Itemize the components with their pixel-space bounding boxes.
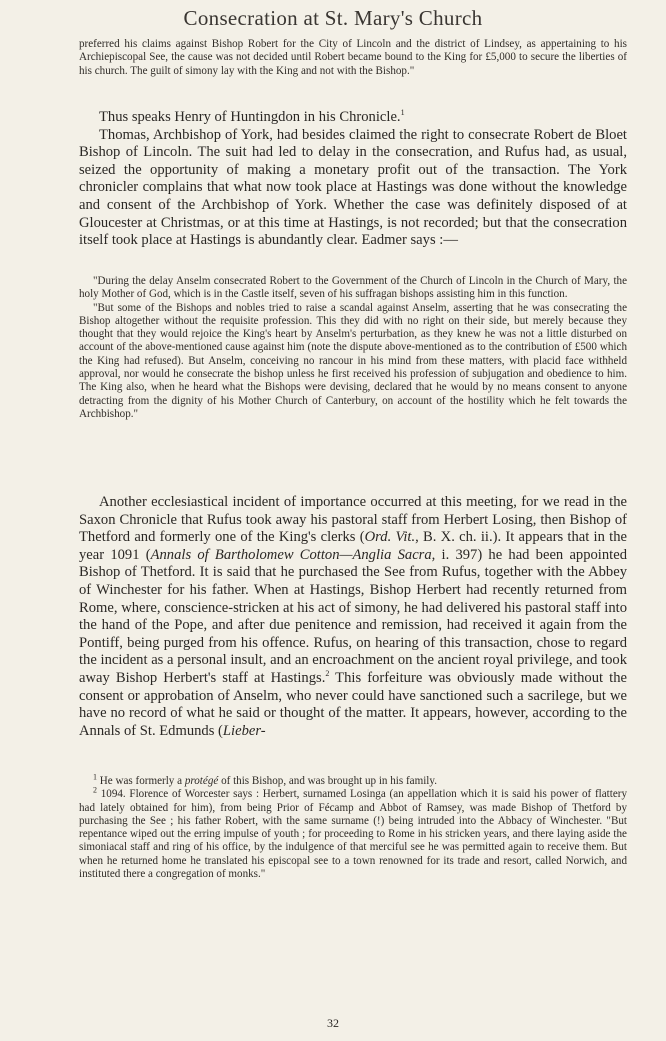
paragraph-text: This forfeiture was obviously made without the consent or approbation of Anselm, who never could have sanctioned such a sacrilege, but we have no record of what he said or thought of the matter. It appears, however, according to the Annals of St. Edmunds (: [79, 669, 627, 739]
citation-italic: Annals of Bartholomew Cotton—Anglia Sacra,: [150, 546, 436, 563]
paragraph-text: , B. X. ch. ii.). It appears that in the year 1091 (: [79, 529, 627, 563]
footnote-number: 1: [93, 772, 97, 782]
page-number: 32: [327, 1016, 339, 1030]
paragraph-text: i. 397) he had been appointed Bishop of Thetford. It is said that he purchased the See from Rufus, together with the Abbey of Winchester for his father. When at Hastings, Bishop Herbert had recently returned from Rome, where, conscience-stricken at his act of simony, he had delivered his pastoral staff into the hand of the Pope, and after due penitence and remission, had received it again from the Pontiff, being purged from his offence. Rufus, on hearing of this transaction, chose to regard the incident as a personal insult, and an encroachment on the ancient royal privilege, and took away Bishop Herbert's staff at Hastings.: [79, 546, 627, 686]
footnote-text: He was formerly a: [99, 775, 185, 787]
footnote-italic: protégé: [184, 775, 219, 787]
main-text-block: [79, 494, 627, 740]
paragraph-text: Thus speaks Henry of Huntingdon in his Chronicle.: [99, 109, 401, 125]
footnotes: [79, 772, 627, 881]
paragraph-text: Another ecclesiastical incident of importance occurred at this meeting, for we read in the Saxon Chronicle that Rufus took away his pastoral staff from Herbert Losing, then Bishop of Thetford and formerly one of the King's clerks (: [79, 494, 627, 546]
footnote-text: 1094. Florence of Worcester says : Herbert, surnamed Losinga (an appellation which it is said his power of flattery had lately obtained for him), from being Prior of Fécamp and Abbot of Ramsey, was made Bishop of Thetford by purchasing the See ; his father Robert, with the same surname (!) being intruded into the Abbacy of Winchester. "But repentance wiped out the erring impulse of youth ; for proceeding to Rome in his stricken years, and there laying aside the simoniacal staff and ring of his office, by the indulgence of that merciful see he was permitted again to receive them. But when he returned home he translated his episcopal see to a town renowned for its trade and resort, called Norwich, and instituted there a congregation of monks.": [79, 788, 627, 881]
quote-block-continued: [79, 38, 627, 78]
paragraph: Thomas, Archbishop of York, had besides claimed the right to consecrate Robert de Bloet Bishop of Lincoln. The suit had led to delay in the consecration, and Rufus had, as usual, seized the opportunity of making a monetary profit out of the transaction. The York chronicler complains that what now took place at Hastings was done without the knowledge and consent of the Archbishop of York. Whether the case was definitely disposed of at Gloucester at Christmas, or at this time at Hastings, is not recorded; but that the consecration itself took place at Hastings is abundantly clear. Eadmer says :—: [79, 126, 627, 249]
citation-italic: Lieber-: [222, 722, 266, 739]
footnote: [79, 785, 627, 881]
footnote-number: 2: [93, 785, 97, 795]
footnote-marker: 1: [400, 108, 405, 118]
paragraph: [79, 109, 627, 127]
quote-paragraph: "During the delay Anselm consecrated Robert to the Government of the Church of Lincoln in the Church of Mary, the holy Mother of God, which is in the Castle itself, seven of his suffragan bishops assisting him in this function.: [79, 275, 627, 301]
quote-block: [79, 275, 627, 421]
quote-paragraph: preferred his claims against Bishop Robert for the City of Lincoln and the district of Lindsey, as appertaining to his Archiepiscopal See, the cause was not decided until Robert became bound to the King for £5,000 to secure the liberties of his church. The guilt of simony lay with the King and not with the Bishop.": [79, 38, 627, 77]
paragraph: [79, 494, 627, 740]
citation-italic: Ord. Vit.: [364, 529, 416, 546]
footnote-marker: 2: [325, 669, 330, 679]
main-text-block: [79, 109, 627, 250]
quote-paragraph: "But some of the Bishops and nobles tried to raise a scandal against Anselm, asserting that he was consecrating the Bishop altogether without the requisite profession. This they did with no right on their side, but merely because they thought that they would rejoice the King's heart by Anselm's perturbation, as they knew he was not a little disturbed on account of the above-mentioned cause against him (note the dispute above-mentioned as to the contribution of £500 which the King had refused). But Anselm, conceiving no rancour in his mind from these matters, with placid face withheld approval, nor would he consecrate the bishop unless he first received his profession of subjugation and obedience to him. The King also, when he heard what the Bishops were devising, declared that he would by no means consent to anyone detracting from the dignity of his Mother Church of Canterbury, on account of the hostility which he felt towards the Archbishop.": [79, 301, 627, 420]
running-head: Consecration at St. Mary's Church: [183, 6, 483, 30]
footnote: [79, 772, 627, 788]
footnote-text: of this Bishop, and was brought up in his family.: [218, 775, 437, 787]
